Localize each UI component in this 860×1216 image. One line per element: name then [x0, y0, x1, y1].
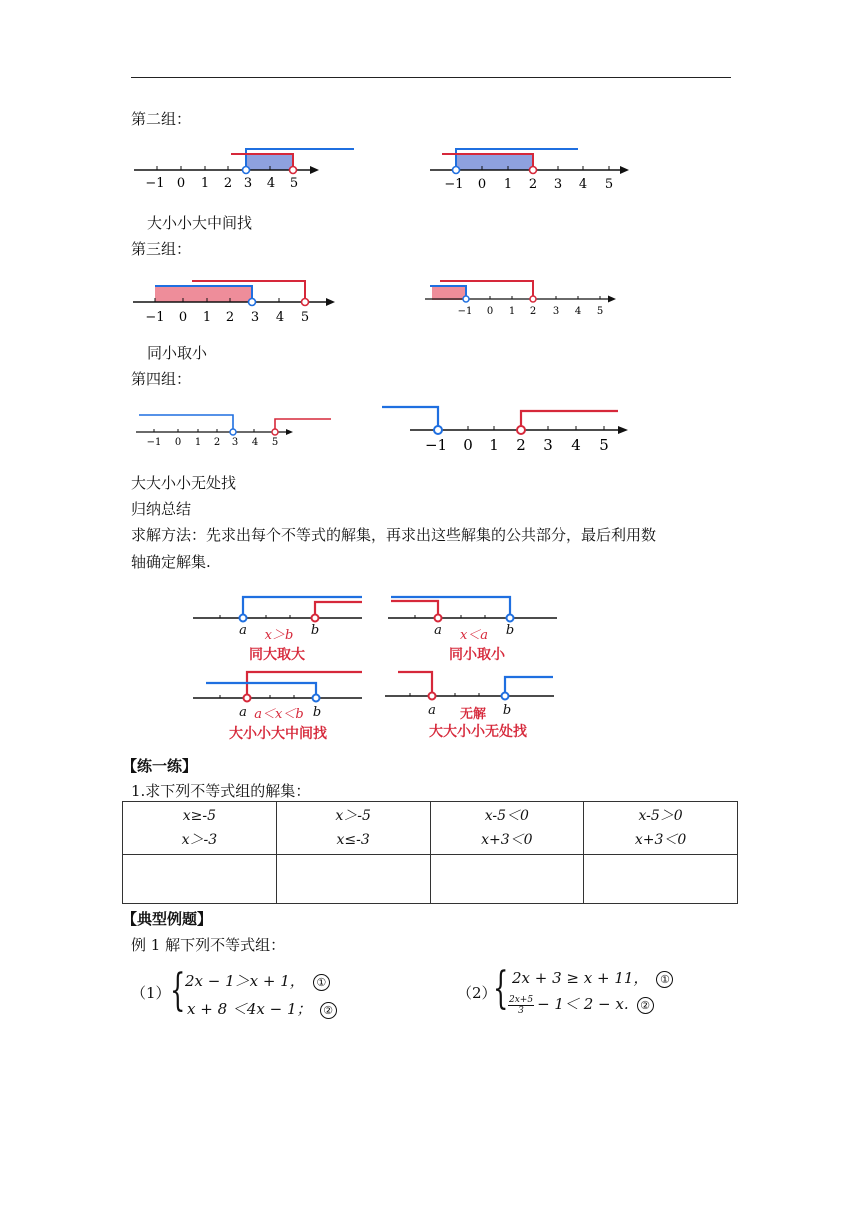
- open-point-2: [530, 167, 537, 174]
- mark-1: ①: [313, 974, 330, 991]
- tick-label: 1: [200, 176, 210, 191]
- tick-label: 0: [178, 310, 188, 325]
- number-line-group4-left: [132, 408, 342, 453]
- tick-label: 5: [271, 437, 279, 448]
- blue-ray: [139, 415, 233, 432]
- tick-label: −1: [146, 437, 162, 448]
- tick-label: 0: [174, 437, 182, 448]
- tick-label: −1: [457, 306, 473, 317]
- blue-ray: [243, 597, 362, 618]
- intersection-shade: [432, 286, 466, 300]
- tick-label: 0: [463, 436, 473, 454]
- number-line-group4-right: [380, 400, 640, 455]
- open-point-a: [244, 695, 251, 702]
- tick-label: 2: [225, 310, 235, 325]
- practice-question: 1.求下列不等式组的解集：: [131, 782, 311, 800]
- fraction: $\frac{2x+5}{3}$: [509, 994, 534, 1016]
- tick-label: 2: [529, 306, 537, 317]
- table-cell: [584, 802, 738, 855]
- number-line-group3-left: [130, 277, 340, 327]
- system2-brace: {: [493, 963, 509, 1014]
- condition-label: a＜x＜b: [254, 707, 304, 722]
- tick-label: 5: [300, 310, 310, 325]
- table-cell: [123, 802, 277, 855]
- tick-label: 2: [223, 176, 233, 191]
- blue-ray: [382, 407, 438, 430]
- rule-label: 大小小大中间找: [229, 726, 327, 742]
- equation-text: − 1＜ 2 − x.: [537, 995, 629, 1013]
- point-label-a: a: [239, 623, 247, 638]
- tick-label: 3: [231, 437, 239, 448]
- open-point-b: [502, 693, 509, 700]
- system1-brace: {: [170, 965, 186, 1016]
- point-label-b: b: [310, 623, 320, 638]
- tick-label: −1: [444, 177, 464, 192]
- summary-title: 归纳总结: [131, 500, 192, 518]
- tick-label: 1: [202, 310, 212, 325]
- red-ray: [275, 419, 331, 432]
- open-point--1: [434, 426, 442, 434]
- group3-caption: 同小取小: [147, 344, 208, 362]
- open-point--1: [463, 296, 469, 302]
- tick-label: 2: [213, 437, 221, 448]
- method-line-1: 求解方法：先求出每个不等式的解集，再求出这些解集的公共部分，最后利用数: [131, 526, 657, 544]
- point-label-b: b: [502, 703, 512, 718]
- open-point-a: [240, 615, 247, 622]
- open-point--1: [453, 167, 460, 174]
- tick-label: 0: [176, 176, 186, 191]
- tick-label: 5: [596, 306, 604, 317]
- point-label-b: b: [505, 623, 515, 638]
- tick-label: −1: [424, 436, 448, 454]
- inequality: x≤-3: [336, 832, 370, 848]
- open-point-3: [230, 429, 236, 435]
- red-ray: [247, 672, 362, 698]
- summary-diagram-same-small: [385, 592, 565, 667]
- open-point-a: [435, 615, 442, 622]
- tick-label: 1: [503, 177, 513, 192]
- number-line-group2-left: [130, 145, 370, 190]
- condition-label: x＞b: [264, 628, 294, 643]
- equation-text: x + 8 ＜4x − 1；: [187, 1000, 312, 1018]
- system1-eq2: [187, 998, 337, 1019]
- inequality: x＞-3: [181, 832, 218, 848]
- open-point-a: [429, 693, 436, 700]
- group2-caption: 大小小大中间找: [147, 214, 253, 232]
- inequality: x＞-5: [335, 808, 371, 824]
- tick-label: −1: [145, 176, 165, 191]
- example1-heading: 例 1 解下列不等式组：: [131, 936, 286, 954]
- rule-label: 同大取大: [249, 647, 305, 663]
- table-row: [123, 855, 738, 904]
- condition-label: 无解: [459, 707, 487, 722]
- table-cell: [276, 802, 430, 855]
- red-ray: [398, 672, 432, 696]
- tick-label: 1: [194, 437, 202, 448]
- answer-cell[interactable]: [123, 855, 277, 904]
- tick-label: 4: [251, 437, 259, 448]
- tick-label: 1: [508, 306, 516, 317]
- answer-cell[interactable]: [584, 855, 738, 904]
- open-point-5: [290, 167, 297, 174]
- open-point-5: [272, 429, 278, 435]
- point-label-b: b: [312, 705, 322, 720]
- point-label-a: a: [239, 705, 247, 720]
- group4-caption: 大大小小无处找: [131, 474, 237, 492]
- point-label-a: a: [434, 623, 442, 638]
- system2-eq2: [508, 993, 654, 1016]
- blue-ray: [206, 683, 316, 698]
- rule-label: 大大小小无处找: [429, 724, 527, 740]
- equation-text: 2x − 1＞x + 1，: [185, 972, 305, 990]
- open-point-3: [243, 167, 250, 174]
- system2-label: （2）: [457, 984, 497, 1002]
- number-line-group2-right: [428, 145, 648, 190]
- tick-label: 4: [266, 176, 276, 191]
- system2-eq1: [512, 967, 673, 988]
- blue-ray: [505, 677, 553, 696]
- inequality: x-5＞0: [638, 808, 683, 824]
- inequality: x-5＜0: [484, 808, 529, 824]
- tick-label: 4: [574, 306, 582, 317]
- inequality: x≥-5: [182, 808, 216, 824]
- tick-label: 0: [486, 306, 494, 317]
- tick-label: 5: [599, 436, 609, 454]
- red-ray: [521, 411, 618, 430]
- answer-cell[interactable]: [430, 855, 584, 904]
- group2-heading: 第二组：: [131, 110, 192, 128]
- tick-label: 5: [289, 176, 299, 191]
- number-line-group3-right: [420, 277, 620, 327]
- tick-label: 5: [604, 177, 614, 192]
- open-point-5: [302, 299, 309, 306]
- intersection-shade: [155, 286, 252, 302]
- tick-label: 3: [243, 176, 253, 191]
- inequality: x+3＜0: [481, 832, 533, 848]
- answer-cell[interactable]: [276, 855, 430, 904]
- axis-arrow: [286, 429, 293, 435]
- tick-label: 4: [578, 177, 588, 192]
- summary-diagram-between: [190, 666, 370, 746]
- tick-label: 3: [543, 436, 553, 454]
- group4-heading: 第四组：: [131, 370, 192, 388]
- table-cell: [430, 802, 584, 855]
- red-ray: [315, 602, 362, 618]
- axis-arrow: [310, 166, 319, 174]
- point-label-a: a: [428, 703, 436, 718]
- table-row: [123, 802, 738, 855]
- condition-label: x＜a: [459, 628, 489, 643]
- summary-diagram-same-large: [190, 592, 370, 667]
- rule-label: 同小取小: [449, 647, 505, 663]
- axis-arrow: [618, 426, 628, 434]
- mark-2: ②: [637, 997, 654, 1014]
- tick-label: 3: [250, 310, 260, 325]
- practice-table: [122, 801, 738, 904]
- practice-title: 【练一练】: [122, 757, 198, 775]
- open-point-2: [530, 296, 536, 302]
- tick-label: 0: [477, 177, 487, 192]
- tick-label: 1: [489, 436, 499, 454]
- axis-arrow: [620, 166, 629, 174]
- tick-label: 2: [528, 177, 538, 192]
- system1-eq1: [185, 970, 330, 991]
- equation-text: 2x + 3 ≥ x + 11，: [512, 969, 649, 987]
- group3-heading: 第三组：: [131, 240, 192, 258]
- open-point-2: [517, 426, 525, 434]
- open-point-3: [249, 299, 256, 306]
- open-point-b: [507, 615, 514, 622]
- tick-label: 4: [571, 436, 581, 454]
- inequality: x+3＜0: [634, 832, 687, 848]
- summary-diagram-no-solution: [382, 666, 567, 746]
- mark-2: ②: [320, 1002, 337, 1019]
- tick-label: 4: [275, 310, 285, 325]
- tick-label: 3: [552, 306, 560, 317]
- examples-title: 【典型例题】: [122, 910, 213, 928]
- system1-label: （1）: [131, 984, 171, 1002]
- axis-arrow: [326, 298, 335, 306]
- open-point-b: [312, 615, 319, 622]
- open-point-b: [313, 695, 320, 702]
- axis-arrow: [608, 296, 616, 303]
- header-rule: [131, 77, 731, 78]
- tick-label: 2: [516, 436, 526, 454]
- method-line-2: 轴确定解集.: [131, 553, 211, 571]
- tick-label: 3: [553, 177, 563, 192]
- intersection-shade: [456, 154, 533, 170]
- mark-1: ①: [656, 971, 673, 988]
- tick-label: −1: [145, 310, 165, 325]
